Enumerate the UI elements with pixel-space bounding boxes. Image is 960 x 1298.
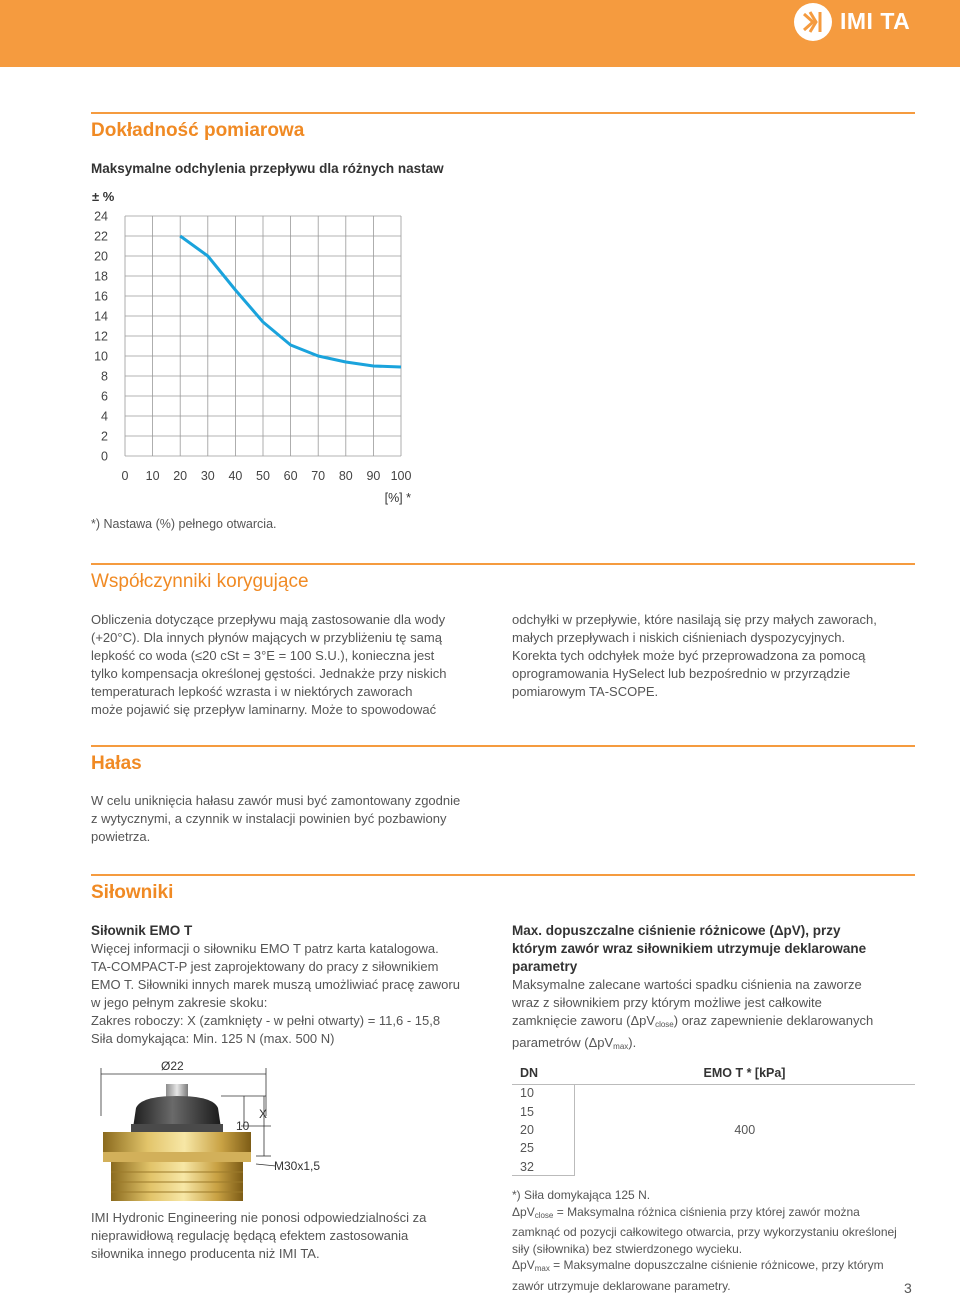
imi-logo-icon bbox=[794, 3, 832, 41]
dn-cell: 10 bbox=[512, 1084, 574, 1102]
text-fragment: = Maksymalna różnica ciśnienia przy której zawór można bbox=[553, 1204, 860, 1219]
x-tick-label: 90 bbox=[366, 469, 381, 483]
noise-text bbox=[91, 792, 501, 846]
text-line: w jego pełnym zakresie skoku: bbox=[91, 995, 268, 1010]
text-line: siły (siłownika) bez stwierdzonego wycieku. bbox=[512, 1241, 743, 1256]
correction-col1 bbox=[91, 611, 491, 719]
text-fragment: ) oraz zapewnienie deklarowanych bbox=[673, 1013, 874, 1028]
subscript: max bbox=[613, 1042, 629, 1051]
disclaimer bbox=[91, 1209, 501, 1263]
column-header-emo: EMO T * [kPa] bbox=[574, 1062, 915, 1084]
x-tick-label: 30 bbox=[200, 469, 215, 483]
text-line: lepkość co woda (≤20 cSt = 3°E = 100 S.U.), konieczna jest bbox=[91, 648, 435, 663]
y-axis-label: ± % bbox=[92, 189, 115, 204]
dn-pressure-table bbox=[512, 1062, 915, 1176]
text-line bbox=[512, 1012, 915, 1034]
text-line: Obliczenia dotyczące przepływu mają zastosowanie dla wody bbox=[91, 612, 446, 627]
section-divider bbox=[91, 745, 915, 747]
max-dp-title-line: parametry bbox=[512, 959, 578, 974]
y-tick-label: 6 bbox=[101, 389, 108, 404]
x-tick-label: 20 bbox=[173, 469, 188, 483]
emo-t-block bbox=[91, 922, 501, 1048]
y-tick-label: 8 bbox=[101, 369, 108, 384]
text-fragment: = Maksymalne dopuszczalne ciśnienie różnicowe, przy którym bbox=[549, 1258, 884, 1272]
text-line: nieprawidłową regulację będącą efektem zastosowania bbox=[91, 1228, 409, 1243]
section-divider bbox=[91, 112, 915, 114]
pressure-cell: 400 bbox=[734, 1123, 756, 1138]
subscript: close bbox=[655, 1020, 674, 1029]
text-line: zamknąć od pozycji całkowitego otwarcia, przy wykorzystaniu określonej bbox=[512, 1225, 897, 1239]
section-title-actuators: Siłowniki bbox=[91, 882, 174, 903]
section-divider bbox=[91, 563, 915, 565]
max-dp-block bbox=[512, 922, 915, 1056]
dn-cell: 32 bbox=[512, 1158, 574, 1176]
text-line: małych przepływach i niskich ciśnieniach dyspozycyjnych. bbox=[512, 630, 846, 645]
text-line: powietrza. bbox=[91, 829, 151, 844]
text-line: W celu uniknięcia hałasu zawór musi być zamontowany zgodnie bbox=[91, 793, 461, 808]
text-line bbox=[512, 1257, 915, 1278]
x-tick-label: 50 bbox=[256, 469, 270, 483]
dn-cell: 20 bbox=[512, 1121, 574, 1139]
page-header bbox=[0, 0, 960, 67]
text-line: Maksymalne zalecane wartości spadku ciśnienia na zaworze bbox=[512, 977, 862, 992]
dn-cell: 15 bbox=[512, 1102, 574, 1120]
text-fragment: ΔpV bbox=[512, 1204, 535, 1219]
actuator-drawing bbox=[91, 1056, 341, 1201]
text-fragment: parametrów (ΔpV bbox=[512, 1035, 614, 1050]
dim-x-label: X bbox=[259, 1107, 268, 1121]
correction-col2 bbox=[512, 611, 915, 701]
section-title-correction: Współczynniki korygujące bbox=[91, 571, 309, 592]
dim-10-label: 10 bbox=[236, 1119, 250, 1133]
section-divider bbox=[91, 874, 915, 876]
text-line: odchyłki w przepływie, które nasilają się przy małych zaworach, bbox=[512, 612, 877, 627]
x-tick-label: 0 bbox=[121, 469, 129, 483]
text-line: pomiarowym TA-SCOPE. bbox=[512, 684, 659, 699]
subscript: close bbox=[534, 1210, 554, 1220]
section-title-accuracy: Dokładność pomiarowa bbox=[91, 120, 305, 141]
x-axis-label: [%] * bbox=[384, 491, 411, 505]
emo-t-title: Siłownik EMO T bbox=[91, 923, 193, 938]
dn-cell: 25 bbox=[512, 1139, 574, 1157]
subscript: max bbox=[534, 1264, 550, 1273]
text-line: temperaturach lepkość wzrasta i w niektórych zaworach bbox=[91, 684, 413, 699]
x-tick-label: 70 bbox=[311, 469, 326, 483]
text-line: oprogramowania HySelect lub bezpośrednio w przyrządzie bbox=[512, 666, 851, 681]
text-line bbox=[512, 1204, 915, 1225]
text-line: IMI Hydronic Engineering nie ponosi odpowiedzialności za bbox=[91, 1210, 427, 1225]
text-line: Siła domykająca: Min. 125 N (max. 500 N) bbox=[91, 1031, 335, 1046]
text-line: Zakres roboczy: X (zamknięty - w pełni otwarty) = 11,6 - 15,8 bbox=[91, 1013, 441, 1028]
diameter-label: Ø22 bbox=[161, 1059, 184, 1073]
chart-footnote: *) Nastawa (%) pełnego otwarcia. bbox=[91, 517, 277, 531]
text-line: wraz z siłownikiem przy którym możliwe jest całkowite bbox=[512, 995, 822, 1010]
y-tick-label: 4 bbox=[101, 409, 108, 424]
brand-name: IMI TA bbox=[840, 8, 911, 34]
page-number: 3 bbox=[904, 1280, 912, 1296]
y-tick-label: 16 bbox=[94, 289, 108, 304]
text-line: tylko kompensacja określonej gęstości. Jednakże przy niskich bbox=[91, 666, 447, 681]
text-line: (+20°C). Dla innych płynów mających w przybliżeniu tę samą bbox=[91, 630, 442, 645]
text-line: TA-COMPACT-P jest zaprojektowany do pracy z siłownikiem bbox=[91, 959, 439, 974]
x-tick-label: 10 bbox=[145, 469, 160, 483]
text-line: siłownika innego producenta niż IMI TA. bbox=[91, 1246, 320, 1261]
text-fragment: ). bbox=[628, 1035, 637, 1050]
x-tick-label: 80 bbox=[338, 469, 353, 483]
deviation-chart bbox=[88, 186, 423, 508]
x-tick-label: 40 bbox=[228, 469, 243, 483]
text-fragment: ΔpV bbox=[512, 1258, 535, 1272]
y-tick-label: 24 bbox=[94, 209, 108, 224]
force-note: *) Siła domykająca 125 N. bbox=[512, 1188, 651, 1202]
column-header-dn: DN bbox=[512, 1062, 574, 1084]
text-line bbox=[512, 1034, 915, 1056]
y-tick-label: 20 bbox=[94, 249, 108, 264]
text-fragment: zamknięcie zaworu (ΔpV bbox=[512, 1013, 656, 1028]
y-tick-label: 10 bbox=[94, 349, 108, 364]
x-tick-label: 60 bbox=[283, 469, 298, 483]
y-tick-label: 22 bbox=[94, 229, 108, 244]
chart-subtitle: Maksymalne odchylenia przepływu dla różnych nastaw bbox=[91, 161, 444, 176]
text-line: Więcej informacji o siłowniku EMO T patrz karta katalogowa. bbox=[91, 941, 439, 956]
thread-label: M30x1,5 bbox=[274, 1159, 321, 1173]
max-dp-title-line: którym zawór wraz siłownikiem utrzymuje deklarowane bbox=[512, 941, 867, 956]
y-tick-label: 14 bbox=[94, 309, 108, 324]
text-line: Korekta tych odchyłek może być przeprowadzona za pomocą bbox=[512, 648, 866, 663]
y-tick-label: 12 bbox=[94, 329, 108, 344]
y-tick-label: 2 bbox=[101, 429, 108, 444]
text-line: EMO T. Siłowniki innych marek muszą umożliwiać pracę zaworu bbox=[91, 977, 460, 992]
text-line: z wytycznymi, a czynnik w instalacji powinien być pozbawiony bbox=[91, 811, 447, 826]
y-tick-label: 0 bbox=[101, 449, 108, 464]
max-dp-title-line: Max. dopuszczalne ciśnienie różnicowe (ΔpV), przy bbox=[512, 923, 841, 938]
x-tick-label: 100 bbox=[390, 469, 412, 483]
section-title-noise: Hałas bbox=[91, 753, 142, 774]
table-row bbox=[512, 1084, 915, 1102]
text-line: zawór utrzymuje deklarowane parametry. bbox=[512, 1278, 731, 1293]
y-tick-label: 18 bbox=[94, 269, 108, 284]
table-notes bbox=[512, 1187, 915, 1294]
text-line: może pojawić się przepływ laminarny. Może to spowodować bbox=[91, 702, 437, 717]
table-header-row bbox=[512, 1062, 915, 1084]
